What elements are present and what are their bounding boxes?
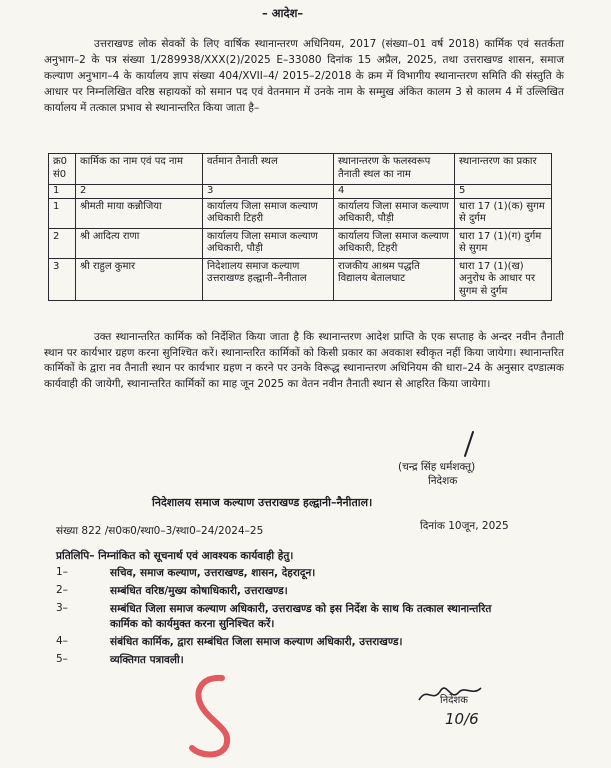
copy-intro: प्रतिलिपि– निम्नांकित को सूचनार्थ एवं आवश्यक कार्यवाही हेतु।	[56, 550, 294, 562]
copy-item-number: 1–	[56, 566, 68, 578]
cell-sno: 3	[49, 258, 76, 301]
header-sno: क्र0 सं0	[49, 154, 76, 185]
header-name: कार्मिक का नाम एवं पद नाम	[76, 154, 203, 185]
cell-sno: 2	[49, 228, 76, 258]
table-header-row	[49, 154, 552, 185]
cell-sno: 1	[49, 198, 76, 228]
cell-type: धारा 17 (1)(ख) अनुरोध के आधार पर सुगम से दुर्गम	[455, 258, 552, 301]
order-paragraph-intro: उत्तराखण्ड लोक सेवकों के लिए वार्षिक स्थानान्तरण अधिनियम, 2017 (संख्या–01 वर्ष 2018) कार्मिक एवं सतर्कता अनुभाग–2 के पत्र संख्या 1/289938/XXX(2)/2025 E–33080 दिनांक 15 अप्रैल, 2025, तथा उत्तराखण्ड शासन, समाज कल्याण अनुभाग–4 के कार्यालय ज्ञाप संख्या 404/XVII–4/ 2015–2/2018 के क्रम में विभागीय स्थानान्तरण समिति की संस्तुति के आधार पर निम्नलिखित वरिष्ठ सहायकों को समान पद एवं वेतनमान में उनके नाम के सम्मुख अंकित कालम 3 से कालम 4 में उल्लिखित कार्यालय में तत्काल प्रभाव से स्थानान्तरित किया जाता है–	[44, 38, 564, 114]
copy-item-number: 4–	[56, 635, 68, 647]
copy-item-number: 2–	[56, 584, 68, 596]
copy-item-text-continued: कार्मिक को कार्यमुक्त करना सुनिश्चित करें।	[110, 618, 275, 630]
cell-name: श्री आदित्य राणा	[76, 228, 203, 258]
col-num: 5	[455, 185, 552, 199]
signatory-designation: निदेशक	[428, 475, 458, 487]
signature-mark	[455, 430, 481, 458]
copy-item-text: सम्बंधित वरिष्ठ/मुख्य कोषाधिकारी, उत्तराखण्ड।	[110, 585, 288, 597]
signatory-name: (चन्द्र सिंह धर्मशक्तू)	[398, 461, 476, 473]
reference-number: संख्या 822 /स0क0/स्था0–3/स्था0–24/2024–25	[56, 525, 264, 537]
copy-item-text: संबंधित कार्मिक, द्वारा सम्बंधित जिला समाज कल्याण अधिकारी, उत्तराखण्ड।	[110, 636, 403, 648]
copy-item-number: 5–	[56, 653, 68, 665]
col-num: 4	[334, 185, 455, 199]
cell-current: कार्यालय जिला समाज कल्याण अधिकारी, पौड़ी	[203, 228, 334, 258]
col-num: 3	[203, 185, 334, 199]
copy-item-text: व्यक्तिगत पत्रावली।	[110, 654, 184, 666]
col-num: 2	[76, 185, 203, 199]
header-current-post: वर्तमान तैनाती स्थल	[203, 154, 334, 185]
cell-current: निदेशालय समाज कल्याण उत्तराखण्ड हल्द्वानी–नैनीताल	[203, 258, 334, 301]
table-row	[49, 258, 552, 301]
cell-new: कार्यालय जिला समाज कल्याण अधिकारी, टिहरी	[334, 228, 455, 258]
copy-item-number: 3–	[56, 602, 68, 614]
column-number-row	[49, 185, 552, 199]
cell-type: धारा 17 (1)(क) सुगम से दुर्गम	[455, 198, 552, 228]
cell-new: राजकीय आश्रम पद्धति विद्यालय बेतालघाट	[334, 258, 455, 301]
order-paragraph-instructions: उक्त स्थानान्तरित कार्मिक को निर्देशित किया जाता है कि स्थानान्तरण आदेश प्राप्ति के एक सप्ताह के अन्दर नवीन तैनाती स्थान पर कार्यभार ग्रहण करना सुनिश्चित करें। स्थानान्तरित कार्मिकों को किसी प्रकार का अवकाश स्वीकृत नहीं किया जायेगा। स्थानान्तरित कार्मिकों के द्वारा नव तैनाती स्थान पर कार्यभार ग्रहण न करने पर उनके विरूद्ध स्थानान्तरण अधिनियम की धारा–24 के अनुसार दण्डात्मक कार्यवाही की जायेगी, स्थानान्तरित कार्मिकों का माह जून 2025 का वेतन नवीन तैनाती स्थान से आहरित किया जायेगा।	[44, 331, 564, 390]
col-num: 1	[49, 185, 76, 199]
footer-handwritten-number: 10/6	[445, 710, 479, 728]
reference-date: दिनांक 10जून, 2025	[420, 520, 509, 532]
cell-name: श्री राहुल कुमार	[76, 258, 203, 301]
table-row	[49, 198, 552, 228]
table-row	[49, 228, 552, 258]
footer-designation: निदेशक	[440, 695, 468, 706]
copy-item-text: सम्बंधित जिला समाज कल्याण अधिकारी, उत्तराखण्ड को इस निर्देश के साथ कि तत्काल स्थानान्तरित	[110, 603, 492, 615]
header-new-post: स्थानान्तरण के फलस्वरूप तैनाती स्थल का नाम	[334, 154, 455, 185]
transfer-table	[48, 153, 552, 301]
cell-name: श्रीमती माया कन्नौजिया	[76, 198, 203, 228]
copy-item-text: सचिव, समाज कल्याण, उत्तराखण्ड, शासन, देहरादून।	[110, 567, 316, 579]
header-transfer-type: स्थानान्तरण का प्रकार	[455, 154, 552, 185]
cell-current: कार्यालय जिला समाज कल्याण अधिकारी टिहरी	[203, 198, 334, 228]
order-heading: – आदेश–	[262, 6, 304, 20]
cell-new: कार्यालय जिला समाज कल्याण अधिकारी, पौड़ी	[334, 198, 455, 228]
red-pen-mark	[182, 672, 252, 762]
office-line: निदेशालय समाज कल्याण उत्तराखण्ड हल्द्वानी–नैनीताल।	[152, 496, 373, 509]
cell-type: धारा 17 (1)(ग) दुर्गम से सुगम	[455, 228, 552, 258]
